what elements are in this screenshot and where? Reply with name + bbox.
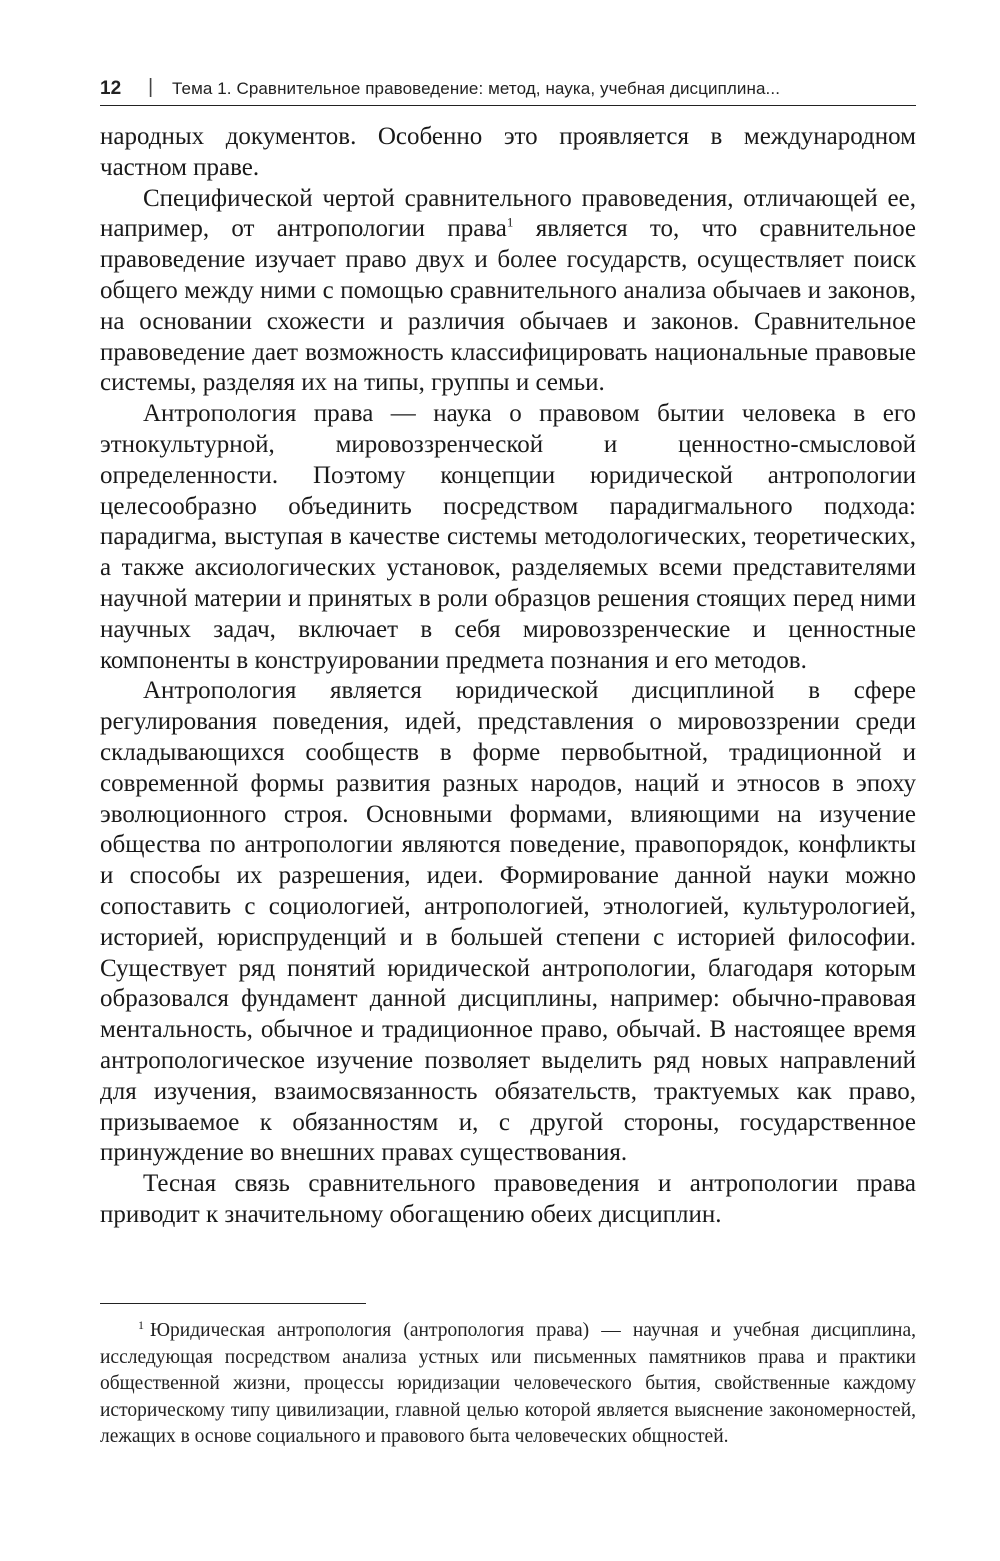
paragraph-2-end: является то, что сравнительное правоведение изучает право двух и более государств, осуществляет поиск общего между ними с помощью сравнительного анализа обычаев и законов, на основании схожести и различия обычаев и законов. Сравнительное правоведение дает возможность классифицировать национальные правовые системы, разделяя их на типы, группы и семьи.: [100, 215, 916, 397]
footnote-mark: 1: [138, 1317, 144, 1332]
running-title: Тема 1. Сравнительное правоведение: метод, наука, учебная дисциплина...: [172, 79, 781, 98]
footnote-rule: [100, 1303, 366, 1304]
footnote-text: Юридическая антропология (антропология права) — научная и учебная дисциплина, исследующая посредством анализа устных или письменных памятников права и практики общественной жизни, процессы юридизации человеческого бытия, свойственные каждому историческому типу цивилизации, главной целью которой является выяснение закономерностей, лежащих в основе социального и правового быта человеческих общностей.: [100, 1320, 916, 1447]
page-number: 12: [100, 78, 122, 99]
main-text: [100, 122, 916, 1231]
header-separator: |: [148, 76, 154, 98]
running-header: [100, 74, 916, 104]
paragraph-2: [100, 184, 916, 400]
paragraph-5: Тесная связь сравнительного правоведения и антропологии права приводит к значительному обогащению обеих дисциплин.: [100, 1170, 916, 1228]
footnote-reference[interactable]: 1: [506, 215, 514, 231]
header-rule: [100, 105, 916, 106]
footnote: [100, 1318, 916, 1451]
paragraph-3: Антропология права — наука о правовом бытии человека в его этнокультурной, мировоззренческой и ценностно-смысловой определенности. Поэтому концепции юридической антропологии целесообразно объединить посредством парадигмального подхода: парадигма, выступая в качестве системы методологических, теоретических, а также аксиологических установок, разделяемых всеми представителями научной материи и принятых в роли образцов решения стоящих перед ними научных задач, включает в себя мировоззренческие и ценностные компоненты в конструировании предмета познания и его методов.: [100, 400, 916, 674]
paragraph-4: Антропология является юридической дисциплиной в сфере регулирования поведения, идей, представления о мировоззрении среди складывающихся сообществ в форме первобытной, традиционной и современной формы развития разных народов, наций и этносов в эпоху эволюционного строя. Основными формами, влияющими на изучение общества по антропологии являются поведение, правопорядок, конфликты и способы их разрешения, идеи. Формирование данной науки можно сопоставить с социологией, антропологией, этнологией, культурологией, историей, юриспруденций и в большей степени с историей философии. Существует ряд понятий юридической антропологии, благодаря которым образовался фундамент данной дисциплины, например: обычно-правовая ментальность, обычное и традиционное право, обычай. В настоящее время антропологическое изучение позволяет выделить ряд новых направлений для изучения, взаимосвязанность обязательств, трактуемых как право, призываемое к обязанностям и, с другой стороны, государственное принуждение во внешних правах существования.: [100, 677, 916, 1167]
paragraph-2-start: Специфической чертой сравнительного правоведения, отличающей ее, например, от антропологии права: [100, 184, 916, 243]
paragraph-1: народных документов. Особенно это проявляется в международном частном праве.: [100, 123, 916, 181]
